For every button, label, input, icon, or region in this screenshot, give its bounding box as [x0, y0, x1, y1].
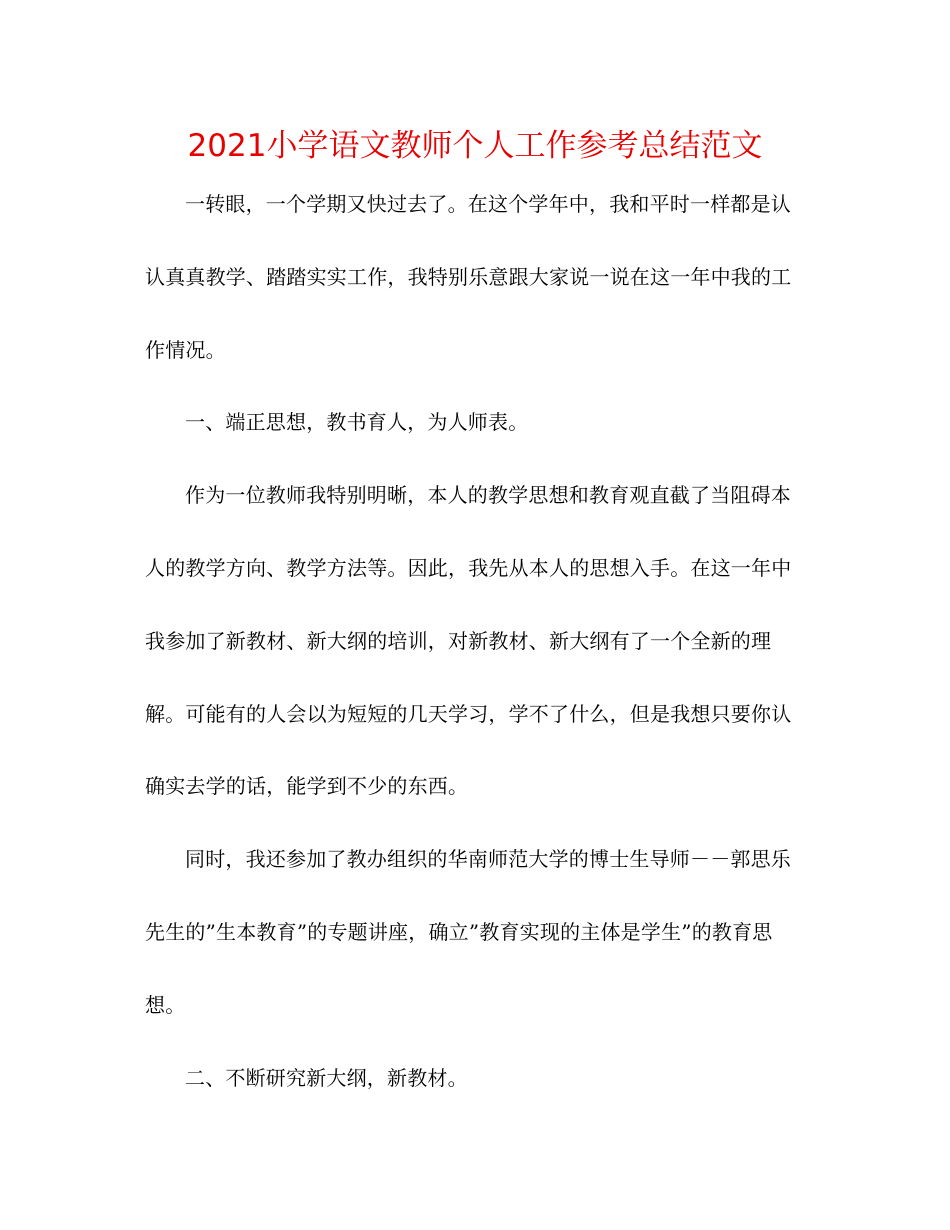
section-heading-1: 一、端正思想，教书育人，为人师表。 [185, 410, 529, 435]
paragraph-lecture: 同时，我还参加了教办组织的华南师范大学的博士生导师－－郭思乐先生的”生本教育”的专题讲座，确立”教育实现的主体是学生”的教育思想。 [145, 847, 791, 1017]
paragraph-intro: 一转眼，一个学期又快过去了。在这个学年中，我和平时一样都是认认真真教学、踏踏实实工作，我特别乐意跟大家说一说在这一年中我的工作情况。 [145, 192, 792, 362]
document-title: 2021小学语文教师个人工作参考总结范文 [187, 128, 763, 164]
section-heading-2: 二、不断研究新大纲，新教材。 [185, 1065, 468, 1090]
paragraph-section-1: 作为一位教师我特别明晰，本人的教学思想和教育观直截了当阻碍本人的教学方向、教学方法等。因此，我先从本人的思想入手。在这一年中我参加了新教材、新大纲的培训，对新教材、新大纲有了一个全新的理解。可能有的人会以为短短的几天学习，学不了什么，但是我想只要你认确实去学的话，能学到不少的东西。 [145, 483, 792, 799]
document-body [145, 168, 807, 1114]
